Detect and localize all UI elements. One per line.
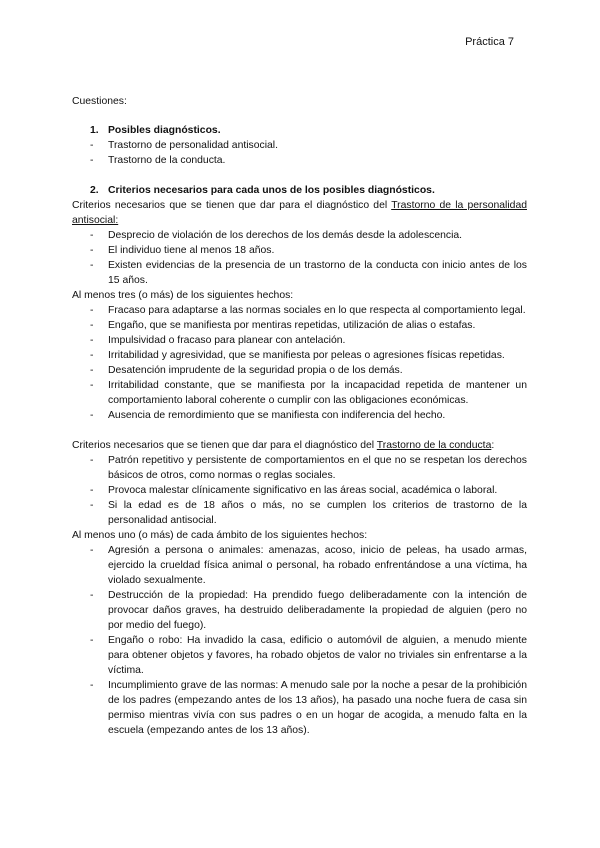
section1-heading [72, 123, 527, 138]
cuestiones-title: Cuestiones: [72, 96, 127, 107]
section1-list [72, 138, 527, 168]
list-item: - Trastorno de la conducta. [72, 153, 527, 168]
list-item: - Patrón repetitivo y persistente de comportamientos en el que no se respetan los derechos básicos de otros, como normas o reglas sociales. [72, 453, 527, 483]
tpa-sub-list [72, 303, 527, 423]
list-item: - Trastorno de personalidad antisocial. [72, 138, 527, 153]
list-item: - Incumplimiento grave de las normas: A menudo sale por la noche a pesar de la prohibición de los padres (empezando antes de los 13 años), ha pasado una noche fuera de casa sin permiso mientras vivía con sus padres o en un hogar de acogida, a menudo falta en la escuela (empezando antes de los 13 años). [72, 678, 527, 738]
list-item: - Si la edad es de 18 años o más, no se cumplen los criterios de trastorno de la personalidad antisocial. [72, 498, 527, 528]
list-item: - El individuo tiene al menos 18 años. [72, 243, 527, 258]
list-item: - Agresión a persona o animales: amenazas, acoso, inicio de peleas, ha usado armas, ejercido la crueldad física animal o personal, ha robado enfrentándose a una víctima, ha violado sexualmente. [72, 543, 527, 588]
tpa-list [72, 228, 527, 288]
section2-title: Criterios necesarios para cada unos de los posibles diagnósticos. [108, 185, 435, 196]
section2-number: 2. [90, 185, 99, 196]
list-item: - Desprecio de violación de los derechos de los demás desde la adolescencia. [72, 228, 527, 243]
section1-title: Posibles diagnósticos. [108, 125, 221, 136]
page-label: Práctica 7 [465, 36, 514, 48]
tc-sub-list [72, 543, 527, 738]
list-item: - Engaño, que se manifiesta por mentiras repetidas, utilización de alias o estafas. [72, 318, 527, 333]
list-item: - Irritabilidad constante, que se manifiesta por la incapacidad repetida de mantener un comportamiento laboral coherente o cumplir con las obligaciones económicas. [72, 378, 527, 408]
tpa-intro [72, 198, 527, 228]
tc-list [72, 453, 527, 528]
tc-intro [72, 438, 527, 453]
list-item: - Ausencia de remordimiento que se manifiesta con indiferencia del hecho. [72, 408, 527, 423]
list-item: - Impulsividad o fracaso para planear con antelación. [72, 333, 527, 348]
tc-sub-intro: Al menos uno (o más) de cada ámbito de los siguientes hechos: [72, 530, 368, 541]
list-item: - Existen evidencias de la presencia de un trastorno de la conducta con inicio antes de los 15 años. [72, 258, 527, 288]
document-body [72, 123, 527, 738]
list-item: - Fracaso para adaptarse a las normas sociales en lo que respecta al comportamiento legal. [72, 303, 527, 318]
list-item: - Destrucción de la propiedad: Ha prendido fuego deliberadamente con la intención de provocar daños graves, ha destruido deliberadamente la propiedad de alguien (pero no por medio del fuego). [72, 588, 527, 633]
section2-heading [72, 183, 527, 198]
tc-intro-underlined: Trastorno de la conducta [376, 440, 492, 451]
section1-number: 1. [90, 125, 99, 136]
list-item: - Irritabilidad y agresividad, que se manifiesta por peleas o agresiones físicas repetidas. [72, 348, 527, 363]
list-item: - Engaño o robo: Ha invadido la casa, edificio o automóvil de alguien, a menudo miente para obtener objetos y favores, ha robado objetos de valor no triviales sin enfrentarse a la víctima. [72, 633, 527, 678]
tpa-intro-text: Criterios necesarios que se tienen que dar para el diagnóstico del [72, 200, 392, 211]
tc-intro-colon: : [491, 440, 495, 451]
tpa-intro-underlined: Trastorno de la personalidad antisocial: [72, 200, 527, 226]
list-item: - Provoca malestar clínicamente significativo en las áreas social, académica o laboral. [72, 483, 527, 498]
tpa-sub-intro: Al menos tres (o más) de los siguientes hechos: [72, 290, 294, 301]
list-item: - Desatención imprudente de la seguridad propia o de los demás. [72, 363, 527, 378]
tc-intro-text: Criterios necesarios que se tienen que dar para el diagnóstico del [72, 440, 377, 451]
